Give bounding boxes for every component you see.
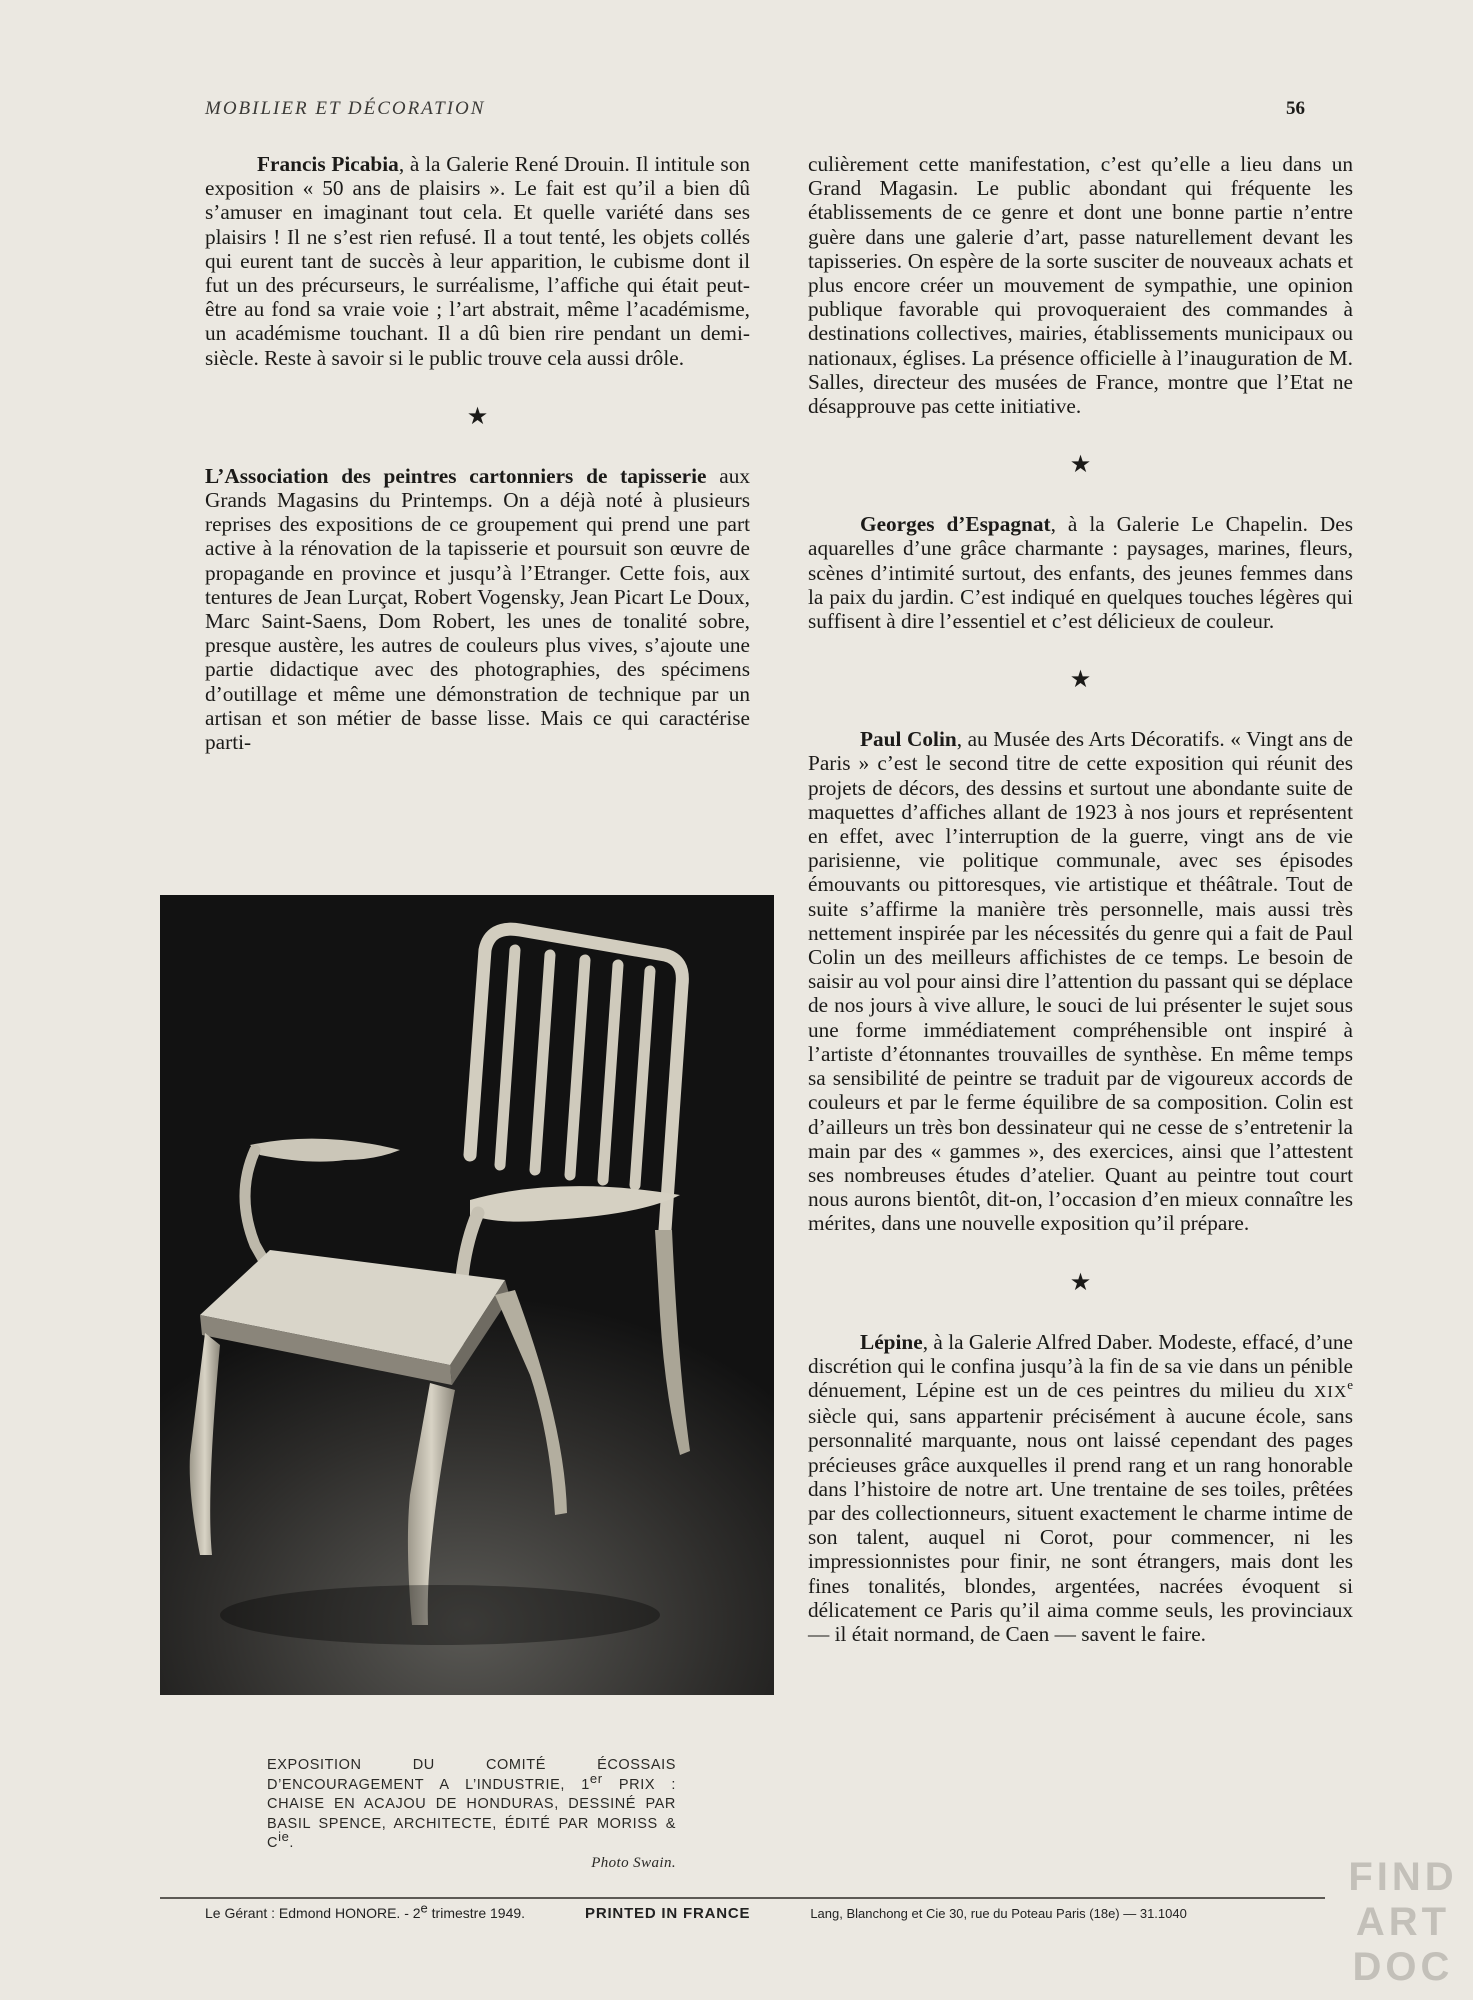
watermark-line: ART <box>1355 1900 1451 1944</box>
article-association-continued: culièrement cette manifestation, c’est qu’elle a lieu dans un Grand Magasin. Le public abondant qui fréquente les établissements de ce genre et dont une bonne partie n’entre guère dans une galerie d’art, passe naturellement devant les tapisseries. On espère de la sorte susciter de nouveaux achats et plus encore créer un mouvement de sympathie, une opinion publique favorable qui provoqueraient des commandes à destinations collectives, mairies, établissements municipaux ou nationaux, églises. La présence officielle à l’inauguration de M. Salles, directeur des musées de France, montre que l’Etat ne désapprouve pas cette initiative. <box>808 152 1353 419</box>
page-footer <box>205 1900 1330 1922</box>
left-column <box>205 152 750 754</box>
caption-text: EXPOSITION DU COMITÉ ÉCOSSAIS D’ENCOURAGEMENT A L’INDUSTRIE, 1 <box>267 1757 676 1793</box>
article-association <box>205 464 750 754</box>
artist-name: Francis Picabia <box>257 152 399 176</box>
gerant-line <box>205 1900 526 1921</box>
running-title: MOBILIER ET DÉCORATION <box>205 98 486 119</box>
artist-name: Paul Colin <box>860 727 957 752</box>
century-superscript: e <box>1347 1376 1353 1392</box>
findartdoc-watermark <box>1333 1855 1473 2000</box>
caption-superscript: ie <box>278 1829 290 1845</box>
page-number: 56 <box>1286 98 1305 119</box>
footer-rule <box>160 1897 1325 1899</box>
chair-illustration <box>160 895 774 1695</box>
caption-text: PRIX : CHAISE EN ACAJOU DE HONDURAS, DESSINÉ PAR BASIL SPENCE, ARCHITECTE, ÉDITÉ PAR MORISS & C <box>267 1776 676 1851</box>
chair-photograph <box>160 895 774 1695</box>
article-espagnat <box>808 512 1353 633</box>
article-text: , à la Galerie Alfred Daber. Modeste, effacé, d’une discrétion qui le confina jusqu’à la fin de sa vie dans un pénible dénuement, Lépine est un de ces peintres du milieu du <box>808 1329 1353 1402</box>
artist-name: Georges d’Espagnat <box>860 512 1051 537</box>
article-text: , au Musée des Arts Décoratifs. « Vingt ans de Paris » c’est le second titre de cette exposition qui réunit des projets de décors, des dessins et surtout une abondante suite de maquettes d’affiches allant de 1923 à nos jours et représentent en effet, avec l’interruption de la guerre, vingt ans de vie parisienne, vie politique communale, avec ses épisodes émouvants ou pittoresques, vie artistique et théâtrale. Tout de suite s’affirme la manière très personnelle, mais aussi très nettement inspirée par les nécessités du genre qui a fait de Paul Colin un des meilleurs affichistes de ce temps. Le besoin de saisir au vol pour ainsi dire l’attention du passant qui se déplace de nos jours à vive allure, le souci de lui présenter le sujet sous une forme immédiatement compréhensible ont inspiré à l’artiste d’étonnantes trouvailles de synthèse. En même temps sa sensibilité de peintre se traduit par de vigoureux accords de couleurs et par le ferme équilibre de sa composition. Colin est d’ailleurs un très bon dessinateur qui ne cesse de s’entretenir la main par des « gammes », des exercices, ainsi que l’attestent ses nombreuses études d’atelier. Quant au peintre tout court nous aurons bientôt, dit-on, l’occasion d’en mieux connaître les mérites, dans une nouvelle exposition qu’il prépare. <box>808 727 1353 1236</box>
article-colin <box>808 727 1353 1235</box>
watermark-line: FIND <box>1348 1855 1458 1899</box>
article-text: siècle qui, sans appartenir précisément à aucune école, sans personnalité marquante, nous ont laissé cependant des pages précieuses grâce auxquelles il prend rang et un rang honorable dans l’histoire de notre art. Une trentaine de ses toiles, prêtées par des collectionneurs, situent exactement le charme intime de son talent, auquel ni Corot, pour commencer, ni les impressionnistes pour finir, ne sont étrangers, mais dont les fines tonalités, blondes, argentées, nacrées évoquent si délicatement ce Paris qu’il aima comme seuls, les provinciaux — il était normand, de Caen — savent le faire. <box>808 1404 1353 1646</box>
watermark-line: DOC <box>1352 1945 1454 1989</box>
gerant-text: Le Gérant : Edmond HONORE. - 2 <box>205 1905 421 1921</box>
right-column <box>808 152 1353 1646</box>
caption-superscript: er <box>589 1770 603 1786</box>
gerant-superscript: e <box>420 1900 428 1916</box>
photo-credit: Photo Swain. <box>591 1854 676 1871</box>
section-star: ★ <box>1069 1267 1092 1296</box>
century-numeral: XIX <box>1314 1381 1348 1401</box>
gerant-text: trimestre 1949. <box>427 1905 526 1921</box>
section-star: ★ <box>1069 450 1092 479</box>
article-text: , à la Galerie Le Chapelin. Des aquarelles d’une grâce charmante : paysages, marines, fleurs, scènes d’intimité surtout, des enfants, des jeunes femmes dans la paix du jardin. C’est indiqué en quelques touches légères qui suffisent à dire l’essentiel et c’est délicieux de couleur. <box>808 512 1353 634</box>
artist-name: Lépine <box>860 1329 923 1354</box>
photo-caption <box>267 1756 676 1873</box>
printed-in-france: PRINTED IN FRANCE <box>585 1905 751 1922</box>
section-star: ★ <box>466 401 489 430</box>
printer-info: Lang, Blanchong et Cie 30, rue du Poteau Paris (18e) — 31.1040 <box>810 1906 1187 1921</box>
section-star: ★ <box>1069 665 1092 694</box>
article-picabia <box>205 152 750 370</box>
article-lepine <box>808 1330 1353 1647</box>
page-header <box>205 98 1305 128</box>
article-text: aux Grands Magasins du Printemps. On a déjà noté à plusieurs reprises des expositions de ce groupement qui prend une part active à la rénovation de la tapisserie et poursuit son œuvre de propagande en province et jusqu’à l’Etranger. Cette fois, aux tentures de Jean Lurçat, Robert Vogensky, Jean Picart Le Doux, Marc Saint-Saens, Dom Robert, les unes de tonalité sobre, presque austère, les autres de couleurs plus vives, s’ajoute une partie didactique avec des photographies, des spécimens d’outillage et même une démonstration de technique par un artisan et son métier de basse lisse. Mais ce qui caractérise parti- <box>205 463 750 755</box>
caption-text: . <box>289 1835 295 1851</box>
article-text: , à la Galerie René Drouin. Il intitule son exposition « 50 ans de plaisirs ». Le fait est qu’il a bien dû s’amuser en imaginant tout cela. Et quelle variété dans ses plaisirs ! Il ne s’est rien refusé. Il a tout tenté, les objets collés qui eurent tant de succès à leur apparition, le cubisme dont il fut un des précurseurs, le surréalisme, l’affiche qui était peut-être au fond sa vraie voie ; l’art abstrait, même l’académisme, un académisme touchant. Il a dû bien rire pendant un demi-siècle. Reste à savoir si le public trouve cela aussi drôle. <box>205 152 751 370</box>
association-name: L’Association des peintres cartonniers de tapisserie <box>205 463 707 488</box>
